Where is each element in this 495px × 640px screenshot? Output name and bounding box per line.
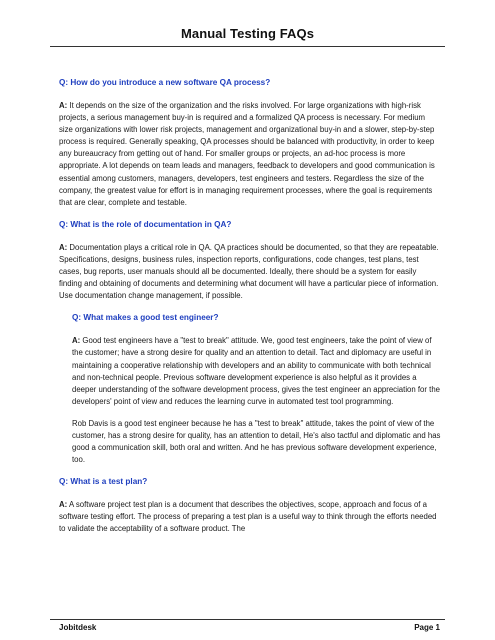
faq-question: Q: What makes a good test engineer? — [72, 313, 219, 323]
faq-section-good-test-engineer — [59, 312, 441, 466]
footer-site-name: Jobitdesk — [59, 623, 97, 632]
answer-text: Good test engineers have a "test to break" attitude. We, good test engineers, take the point of view of the customer; have a strong desire for quality and an attention to detail. Tact and diplomacy are useful in maintaining a cooperative relationship with developers and an ability to communicate with both technical and non-technical people. Previous software development experience is also helpful as it provides a deeper understanding of the software development process, gives the test engineer an appreciation for the developers' point of view and reduces the learning curve in automated test tool programming. — [72, 336, 440, 406]
page-header-title: Manual Testing FAQs — [180, 26, 315, 41]
answer-label: A: — [59, 500, 68, 510]
answer-text: It depends on the size of the organization and the risks involved. For large organizations with high-risk projects, a serious management buy-in is required and a formalized QA process is necessary. For medium size organizations with lower risk projects, management and organizational buy-in and a slower, step-by-step process is required. Generally speaking, QA processes should be balanced with productivity, in order to keep any bureaucracy from getting out of hand. For smaller groups or projects, an ad-hoc process is more appropriate. A lot depends on team leads and managers, feedback to developers and good communication is essential among customers, managers, developers, test engineers and testers. Regardless the size of the company, the greatest value for effort is in managing requirement processes, where the goal is requirements that are clear, complete and testable. — [59, 101, 435, 207]
faq-answer-extra: Rob Davis is a good test engineer because he has a "test to break" attitude, takes the point of view of the customer, has a strong desire for quality, has an attention to detail, He's also tactful and diplomatic and has good a communication skill, both oral and written. And he has previous software development experience, too. — [72, 418, 441, 465]
faq-section-qa-process — [59, 77, 441, 209]
answer-text: A software project test plan is a document that describes the objectives, scope, approach and focus of a software testing effort. The process of preparing a test plan is a useful way to think through the efforts needed to validate the acceptability of a software product. The — [59, 500, 437, 534]
answer-label: A: — [72, 336, 81, 346]
footer-page-number: Page 1 — [414, 623, 440, 632]
faq-answer — [72, 335, 441, 408]
faq-section-documentation — [59, 219, 441, 302]
footer-divider — [50, 619, 445, 620]
header-divider — [50, 46, 445, 47]
faq-question: Q: What is a test plan? — [59, 477, 148, 487]
faq-answer — [59, 499, 441, 535]
answer-label: A: — [59, 242, 68, 252]
answer-label: A: — [59, 101, 68, 110]
faq-section-test-plan — [59, 476, 441, 535]
faq-answer — [59, 100, 441, 209]
faq-question: Q: What is the role of documentation in QA? — [59, 219, 232, 229]
faq-answer — [59, 242, 441, 302]
answer-text: Documentation plays a critical role in QA. QA practices should be documented, so that they are repeatable. Specifications, designs, business rules, inspection reports, configurations, code changes, test plans, test cases, bug reports, user manuals should all be documented. Ideally, there should be a system for easily finding and obtaining of documents and determining what document will have a particular piece of information. Use documentation change management, if possible. — [59, 242, 439, 301]
faq-content — [59, 77, 441, 536]
faq-question: Q: How do you introduce a new software QA process? — [59, 78, 271, 87]
